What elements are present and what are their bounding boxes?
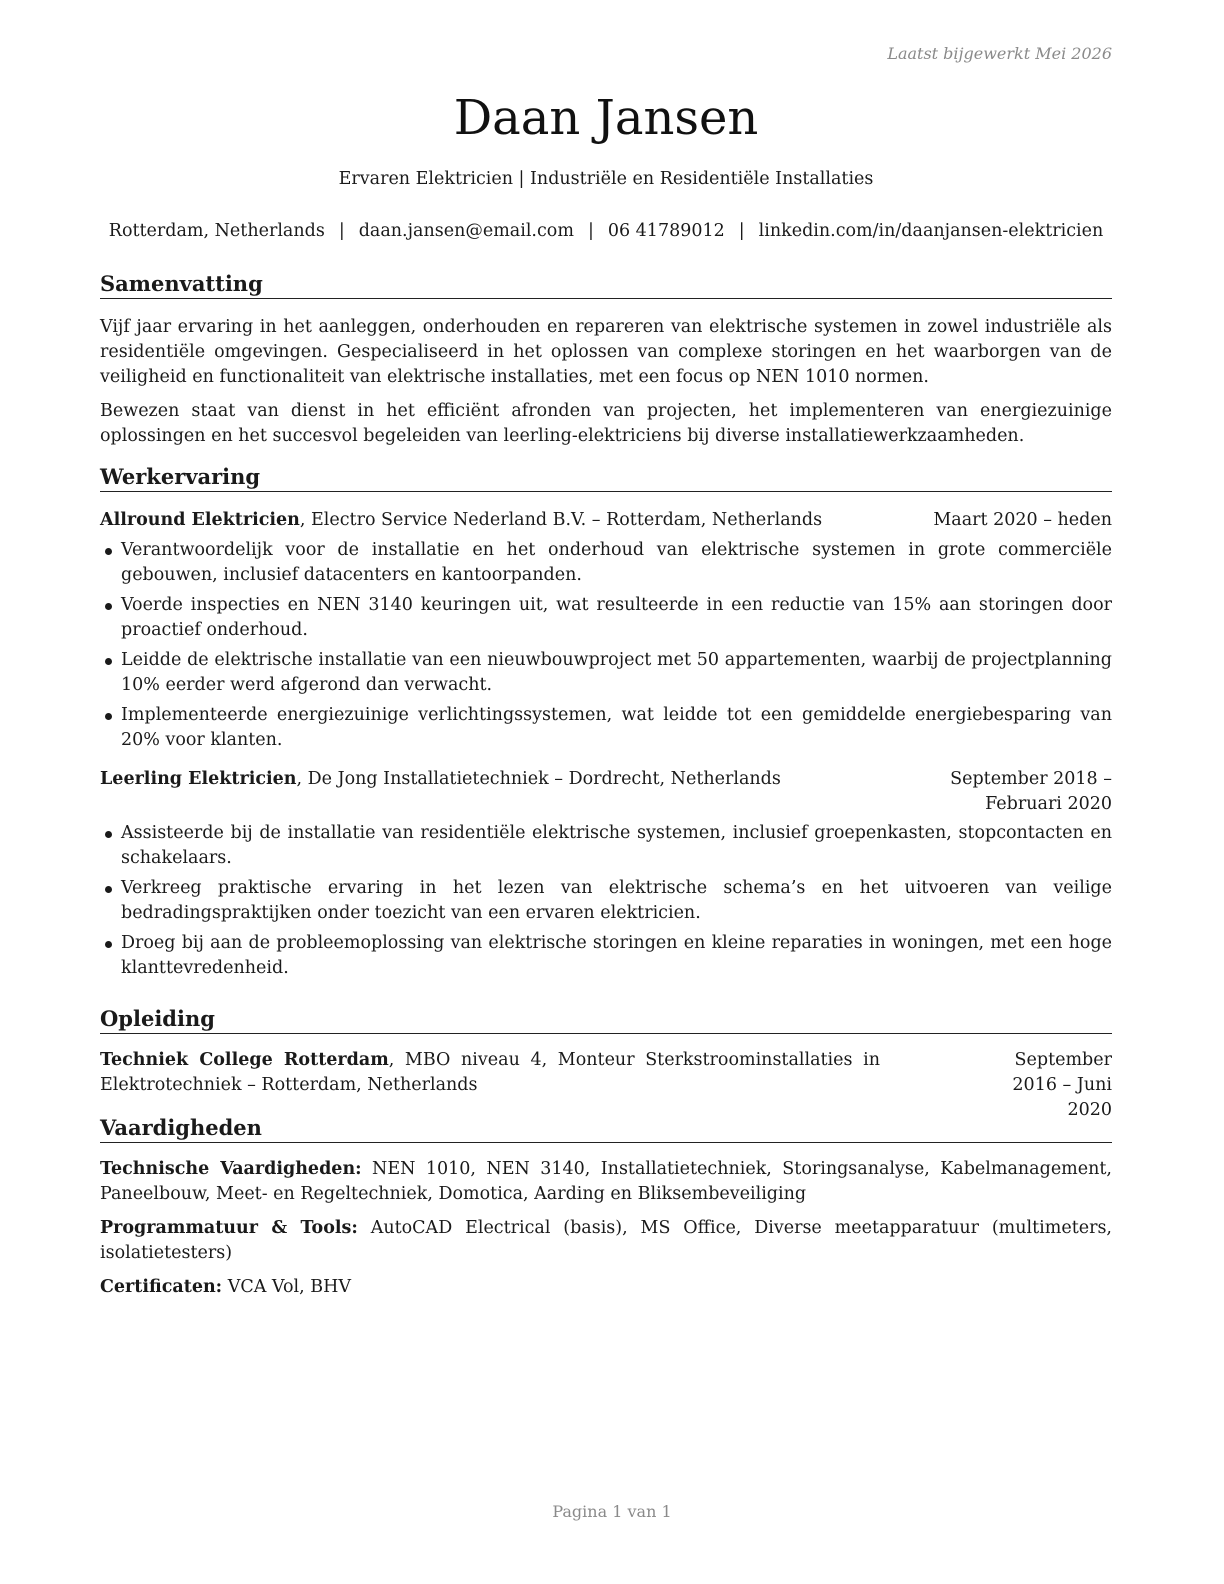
contact-separator: | [738, 221, 745, 241]
job-entry [100, 508, 1112, 753]
job-role: Leerling Elektricien [100, 769, 297, 789]
job-dates: September 2018 – Februari 2020 [950, 769, 1112, 814]
skill-line [100, 1275, 1112, 1300]
job-header [100, 508, 1112, 533]
education-entry [100, 1048, 1112, 1120]
job-bullets [100, 538, 1112, 753]
contact-linkedin[interactable]: linkedin.com/in/daanjansen-elektricien [758, 221, 1104, 241]
job-company: , Electro Service Nederland B.V. – Rotterdam, Netherlands [299, 510, 823, 530]
section-title-skills: Vaardigheden [100, 1115, 1112, 1143]
education-details: , MBO niveau 4, Monteur Sterkstroominstallaties in Elektrotechniek – Rotterdam, Netherlands [100, 1050, 880, 1095]
job-dates: Maart 2020 – heden [933, 510, 1112, 530]
skill-line [100, 1157, 1112, 1207]
job-bullet: Voerde inspecties en NEN 3140 keuringen uit, wat resulteerde in een reductie van 15% aan storingen door proactief onderhoud. [100, 593, 1112, 643]
skills-section [100, 1115, 1112, 1300]
contact-email[interactable]: daan.jansen@email.com [358, 221, 574, 241]
contact-separator: | [338, 221, 345, 241]
job-bullets [100, 821, 1112, 981]
skill-label: Programmatuur & Tools: [100, 1218, 358, 1238]
summary-paragraph: Bewezen staat van dienst in het efficiënt afronden van projecten, het implementeren van energiezuinige oplossingen en het succesvol begeleiden van leerling-elektriciens bij diverse installatiewerkzaamheden. [100, 401, 1112, 446]
skill-label: Certificaten: [100, 1277, 223, 1297]
skill-label: Technische Vaardigheden: [100, 1159, 362, 1179]
job-entry [100, 767, 1112, 981]
job-bullet: Verantwoordelijk voor de installatie en het onderhoud van elektrische systemen in grote commerciële gebouwen, inclusief datacenters en kantoorpanden. [100, 538, 1112, 588]
contact-location: Rotterdam, Netherlands [108, 221, 325, 241]
contact-separator: | [587, 221, 594, 241]
section-title-experience: Werkervaring [100, 464, 1112, 492]
education-dates: September 2016 – Juni 2020 [1012, 1050, 1112, 1120]
skill-value: NEN 1010, NEN 3140, Installatietechniek, Storingsanalyse, Kabelmanagement, Paneelbouw, Meet- en Regeltechniek, Domotica, Aarding en Bliksembeveiliging [100, 1159, 1112, 1204]
last-updated: Laatst bijgewerkt Mei 2026 [887, 44, 1112, 63]
job-bullet: Leidde de elektrische installatie van een nieuwbouwproject met 50 appartementen, waarbij de projectplanning 10% eerder werd afgerond dan verwacht. [100, 648, 1112, 698]
contact-phone: 06 41789012 [607, 221, 725, 241]
job-role: Allround Elektricien [100, 510, 300, 530]
summary-paragraph: Vijf jaar ervaring in het aanleggen, onderhouden en repareren van elektrische systemen in zowel industriële als residentiële omgevingen. Gespecialiseerd in het oplossen van complexe storingen en het waarborgen van de veiligheid en functionaliteit van elektrische installaties, met een focus op NEN 1010 normen. [100, 317, 1112, 387]
job-company: , De Jong Installatietechniek – Dordrecht, Netherlands [296, 769, 781, 789]
summary-section [100, 271, 1112, 449]
section-title-summary: Samenvatting [100, 271, 1112, 299]
job-bullet: Implementeerde energiezuinige verlichtingssystemen, wat leidde tot een gemiddelde energiebesparing van 20% voor klanten. [100, 703, 1112, 753]
skill-line [100, 1216, 1112, 1266]
education-section [100, 1006, 1112, 1120]
resume-page [100, 0, 1112, 1584]
page-number: Pagina 1 van 1 [552, 1502, 672, 1521]
job-header [100, 767, 1112, 817]
skill-value: AutoCAD Electrical (basis), MS Office, Diverse meetapparatuur (multimeters, isolatietesters) [100, 1218, 1112, 1263]
education-school: Techniek College Rotterdam [100, 1050, 389, 1070]
job-bullet: Verkreeg praktische ervaring in het lezen van elektrische schema’s en het uitvoeren van veilige bedradingspraktijken onder toezicht van een ervaren elektricien. [100, 876, 1112, 926]
job-bullet: Droeg bij aan de probleemoplossing van elektrische storingen en kleine reparaties in woningen, met een hoge klanttevredenheid. [100, 931, 1112, 981]
job-bullet: Assisteerde bij de installatie van residentiële elektrische systemen, inclusief groepenkasten, stopcontacten en schakelaars. [100, 821, 1112, 871]
section-title-education: Opleiding [100, 1006, 1112, 1034]
skill-value: VCA Vol, BHV [222, 1277, 351, 1297]
contact-line [90, 219, 1122, 243]
experience-section [100, 464, 1112, 986]
candidate-name: Daan Jansen [453, 90, 759, 146]
headline: Ervaren Elektricien | Industriële en Residentiële Installaties [338, 169, 874, 189]
